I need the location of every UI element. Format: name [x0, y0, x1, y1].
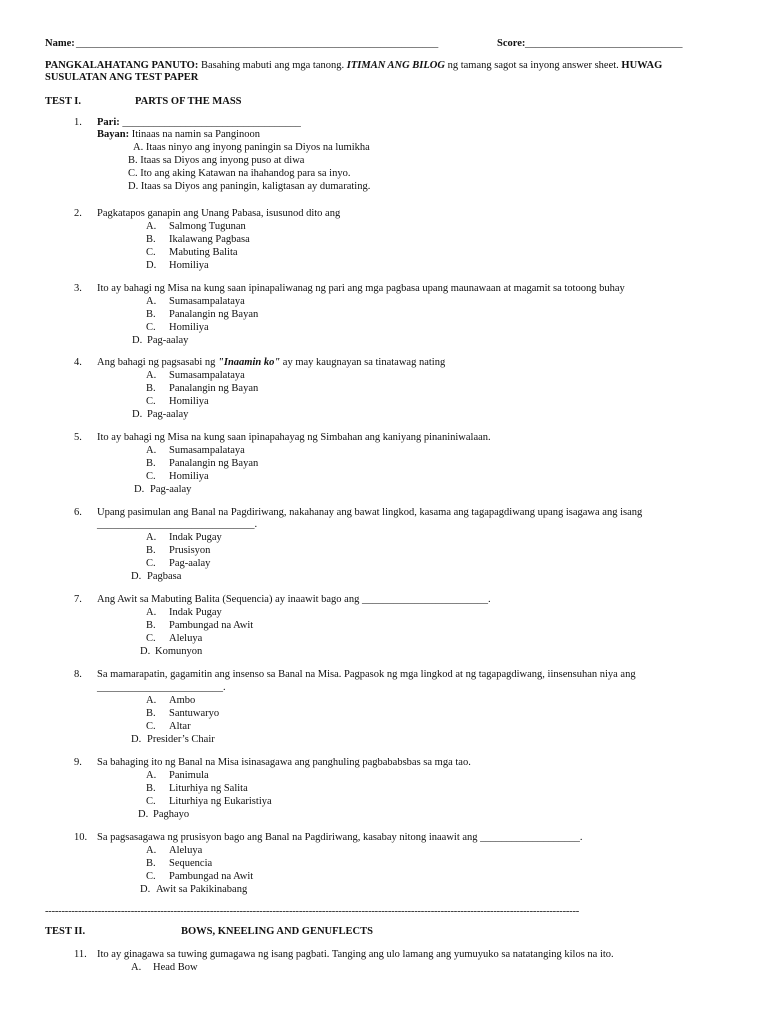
q6-choice-c[interactable]: Pag-aalay [169, 558, 211, 569]
score-label: Score: [497, 38, 526, 49]
q10-number: 10. [74, 832, 88, 843]
q8-choice-a-letter: A. [146, 695, 157, 706]
q5-choice-d[interactable]: Pag-aalay [150, 484, 192, 495]
q3-choice-a[interactable]: Sumasampalataya [169, 296, 245, 307]
q9-text: Sa bahaging ito ng Banal na Misa isinasagawa ang panghuling pagbababsbas sa mga tao. [97, 757, 471, 768]
q4-choice-a[interactable]: Sumasampalataya [169, 370, 245, 381]
q11-text: Ito ay ginagawa sa tuwing gumagawa ng isang pagbati. Tanging ang ulo lamang ang yumuyuko sa natatanging kilos na ito. [97, 949, 614, 960]
q1-choice-d[interactable]: D. Itaas sa Diyos ang paningin, kaligtasan ay dumarating. [128, 181, 371, 192]
q5-choice-d-letter: D. [134, 484, 145, 495]
q4-text-emph: "Inaamin ko" [218, 357, 281, 368]
q5-choice-a[interactable]: Sumasampalataya [169, 445, 245, 456]
q5-text: Ito ay bahagi ng Misa na kung saan ipinapahayag ng Simbahan ang kaniyang pinaniniwalaan. [97, 432, 491, 443]
q8-choice-d-letter: D. [131, 734, 142, 745]
q8-choice-d[interactable]: Presider’s Chair [147, 734, 215, 745]
q4-choice-b[interactable]: Panalangin ng Bayan [169, 383, 259, 394]
q5-choice-c[interactable]: Homiliya [169, 471, 209, 482]
q3-choice-b-letter: B. [146, 309, 156, 320]
q4-choice-c[interactable]: Homiliya [169, 396, 209, 407]
q3-choice-d[interactable]: Pag-aalay [147, 335, 189, 346]
q2-choice-c-letter: C. [146, 247, 156, 258]
q7-choice-a[interactable]: Indak Pugay [169, 607, 222, 618]
instructions-strong1: HUWAG [621, 60, 663, 71]
q3-choice-b[interactable]: Panalangin ng Bayan [169, 309, 259, 320]
q10-choice-a[interactable]: Aleluya [169, 845, 203, 856]
name-line[interactable]: _____________________________________________________________________ [76, 38, 439, 49]
q2-choice-c[interactable]: Mabuting Balita [169, 247, 238, 258]
q6-text: Upang pasimulan ang Banal na Pagdiriwang, nakahanay ang bawat lingkod, kasama ang tagapagdiwang upang isagawa ang isang [97, 507, 643, 518]
q10-choice-b-letter: B. [146, 858, 156, 869]
q1-bayan-line [97, 129, 260, 140]
q11-choice-a[interactable]: Head Bow [153, 962, 198, 973]
instructions-text2: ng tamang sagot sa inyong answer sheet. [444, 60, 622, 71]
q10-choice-c-letter: C. [146, 871, 156, 882]
q10-choice-d[interactable]: Awit sa Pakikinabang [156, 884, 248, 895]
q6-blank[interactable]: ______________________________. [97, 519, 258, 530]
instructions-text1: Basahing mabuti ang mga tanong. [198, 60, 347, 71]
section-separator: ------------------------------------------------------------------------------------------------------------------------------------------------------------------ [45, 906, 580, 917]
instructions-strong2: SUSULATAN ANG TEST PAPER [45, 72, 199, 83]
q8-number: 8. [74, 669, 82, 680]
q6-choice-b[interactable]: Prusisyon [169, 545, 211, 556]
q1-bayan-label: Bayan: [97, 129, 130, 140]
q7-choice-b[interactable]: Pambungad na Awit [169, 620, 254, 631]
q10-text: Sa pagsasagawa ng prusisyon bago ang Banal na Pagdiriwang, kasabay nitong inaawit ang ___________________. [97, 832, 583, 843]
q1-pari-line [97, 117, 301, 128]
q8-text: Sa mamarapatin, gagamitin ang insenso sa Banal na Misa. Pagpasok ng mga lingkod at ng tagapagdiwang, iinsensuhan niya ang [97, 669, 636, 680]
q6-choice-d-letter: D. [131, 571, 142, 582]
q8-choice-b-letter: B. [146, 708, 156, 719]
q6-choice-d[interactable]: Pagbasa [147, 571, 182, 582]
q9-choice-c-letter: C. [146, 796, 156, 807]
q1-choice-a[interactable]: A. Itaas ninyo ang inyong paningin sa Diyos na lumikha [133, 142, 370, 153]
q2-choice-d[interactable]: Homiliya [169, 260, 209, 271]
q5-choice-b[interactable]: Panalangin ng Bayan [169, 458, 259, 469]
q6-choice-b-letter: B. [146, 545, 156, 556]
q6-choice-c-letter: C. [146, 558, 156, 569]
q10-choice-a-letter: A. [146, 845, 157, 856]
q3-number: 3. [74, 283, 82, 294]
q9-number: 9. [74, 757, 82, 768]
q1-pari-blank[interactable]: __________________________________ [119, 117, 301, 128]
test2-label: TEST II. [45, 926, 86, 937]
q5-choice-b-letter: B. [146, 458, 156, 469]
q2-number: 2. [74, 208, 82, 219]
q9-choice-a[interactable]: Panimula [169, 770, 209, 781]
test2-title: BOWS, KNEELING AND GENUFLECTS [181, 926, 373, 937]
q7-choice-b-letter: B. [146, 620, 156, 631]
q2-choice-d-letter: D. [146, 260, 157, 271]
q10-choice-d-letter: D. [140, 884, 151, 895]
q8-choice-b[interactable]: Santuwaryo [169, 708, 220, 719]
q3-text: Ito ay bahagi ng Misa na kung saan ipinapaliwanag ng pari ang mga pagbasa upang maunawaan at magamit sa totoong buhay [97, 283, 625, 294]
q4-text-pre: Ang bahagi ng pagsasabi ng [97, 357, 219, 368]
q6-number: 6. [74, 507, 82, 518]
q10-choice-b[interactable]: Sequencia [169, 858, 213, 869]
q8-blank[interactable]: ________________________. [97, 682, 226, 693]
q7-number: 7. [74, 594, 82, 605]
q1-bayan-text: Itinaas na namin sa Panginoon [129, 129, 261, 140]
q4-choice-d-letter: D. [132, 409, 143, 420]
q5-choice-a-letter: A. [146, 445, 157, 456]
q5-choice-c-letter: C. [146, 471, 156, 482]
test1-title: PARTS OF THE MASS [135, 96, 242, 107]
q9-choice-b[interactable]: Liturhiya ng Salita [169, 783, 248, 794]
q6-choice-a[interactable]: Indak Pugay [169, 532, 222, 543]
q7-choice-d-letter: D. [140, 646, 151, 657]
q7-choice-c-letter: C. [146, 633, 156, 644]
q2-choice-b[interactable]: Ikalawang Pagbasa [169, 234, 250, 245]
instructions-lead: PANGKALAHATANG PANUTO: [45, 60, 199, 71]
q9-choice-d-letter: D. [138, 809, 149, 820]
q7-text: Ang Awit sa Mabuting Balita (Sequencia) ay inaawit bago ang ________________________. [97, 594, 491, 605]
q2-choice-b-letter: B. [146, 234, 156, 245]
q11-choice-a-letter: A. [131, 962, 142, 973]
q1-choice-c[interactable]: C. Ito ang aking Katawan na ihahandog para sa inyo. [128, 168, 351, 179]
q1-choice-b[interactable]: B. Itaas sa Diyos ang inyong puso at diwa [128, 155, 305, 166]
q7-choice-a-letter: A. [146, 607, 157, 618]
q4-choice-d[interactable]: Pag-aalay [147, 409, 189, 420]
q5-number: 5. [74, 432, 82, 443]
q9-choice-a-letter: A. [146, 770, 157, 781]
q9-choice-c[interactable]: Liturhiya ng Eukaristiya [169, 796, 272, 807]
name-label: Name: [45, 38, 75, 49]
score-line[interactable]: ______________________________ [525, 38, 683, 49]
q4-text [97, 357, 445, 368]
q7-choice-d[interactable]: Komunyon [155, 646, 203, 657]
q7-choice-c[interactable]: Aleluya [169, 633, 203, 644]
q6-choice-a-letter: A. [146, 532, 157, 543]
test1-label: TEST I. [45, 96, 81, 107]
q8-choice-a[interactable]: Ambo [169, 695, 196, 706]
q3-choice-d-letter: D. [132, 335, 143, 346]
q9-choice-d[interactable]: Paghayo [153, 809, 190, 820]
q11-number: 11. [74, 949, 87, 960]
q2-text: Pagkatapos ganapin ang Unang Pabasa, isusunod dito ang [97, 208, 341, 219]
q4-choice-b-letter: B. [146, 383, 156, 394]
q2-choice-a[interactable]: Salmong Tugunan [169, 221, 246, 232]
q9-choice-b-letter: B. [146, 783, 156, 794]
q4-choice-c-letter: C. [146, 396, 156, 407]
instructions-emph: ITIMAN ANG BILOG [346, 60, 445, 71]
q2-choice-a-letter: A. [146, 221, 157, 232]
q3-choice-c[interactable]: Homiliya [169, 322, 209, 333]
q3-choice-c-letter: C. [146, 322, 156, 333]
q8-choice-c-letter: C. [146, 721, 156, 732]
q3-choice-a-letter: A. [146, 296, 157, 307]
instructions [45, 60, 662, 71]
q4-number: 4. [74, 357, 82, 368]
q10-choice-c[interactable]: Pambungad na Awit [169, 871, 254, 882]
q8-choice-c[interactable]: Altar [169, 721, 191, 732]
q4-choice-a-letter: A. [146, 370, 157, 381]
q4-text-post: ay may kaugnayan sa tinatawag nating [280, 357, 446, 368]
q1-number: 1. [74, 117, 82, 128]
q1-pari-label: Pari: [97, 117, 120, 128]
